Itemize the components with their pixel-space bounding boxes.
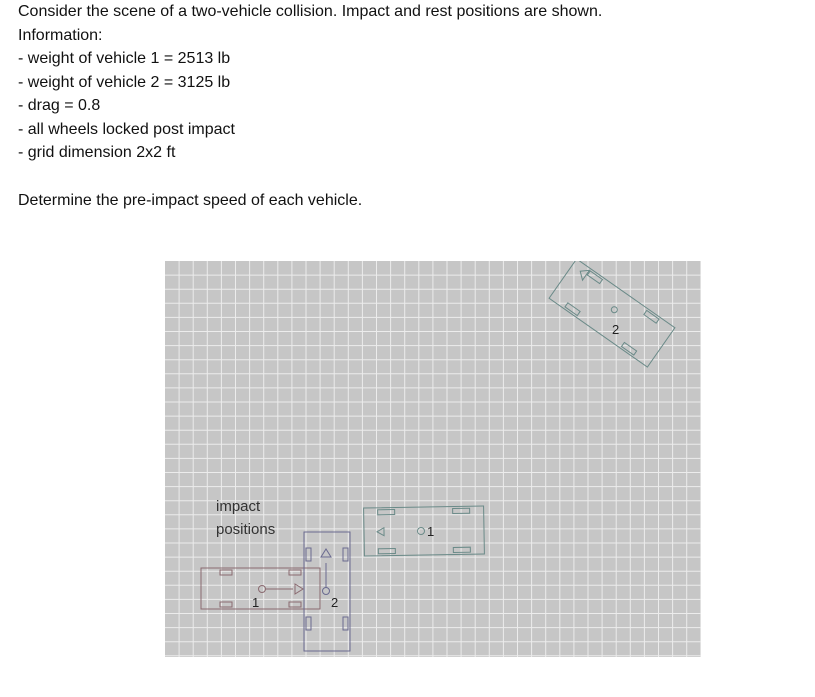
- problem-intro: Consider the scene of a two-vehicle collision. Impact and rest positions are shown.: [18, 3, 603, 20]
- collision-diagram: [165, 261, 701, 657]
- vehicle-1-impact-label: 1: [252, 595, 260, 610]
- info-item: - drag = 0.8: [18, 97, 101, 114]
- info-heading: Information:: [18, 26, 103, 44]
- problem-question: Determine the pre-impact speed of each vehicle.: [18, 191, 363, 209]
- impact-label-line2: positions: [216, 521, 276, 538]
- vehicle-2-rest-label: 2: [612, 322, 620, 337]
- info-item: - grid dimension 2x2 ft: [18, 144, 176, 161]
- info-item: - weight of vehicle 1 = 2513 lb: [18, 50, 231, 67]
- vehicle-2-impact-label: 2: [331, 595, 339, 610]
- info-item: - all wheels locked post impact: [18, 120, 235, 138]
- info-item: - weight of vehicle 2 = 3125 lb: [18, 73, 231, 91]
- problem-statement: [18, 0, 808, 212]
- vehicle-1-rest-label: 1: [427, 524, 435, 539]
- impact-label-line1: impact: [216, 498, 261, 515]
